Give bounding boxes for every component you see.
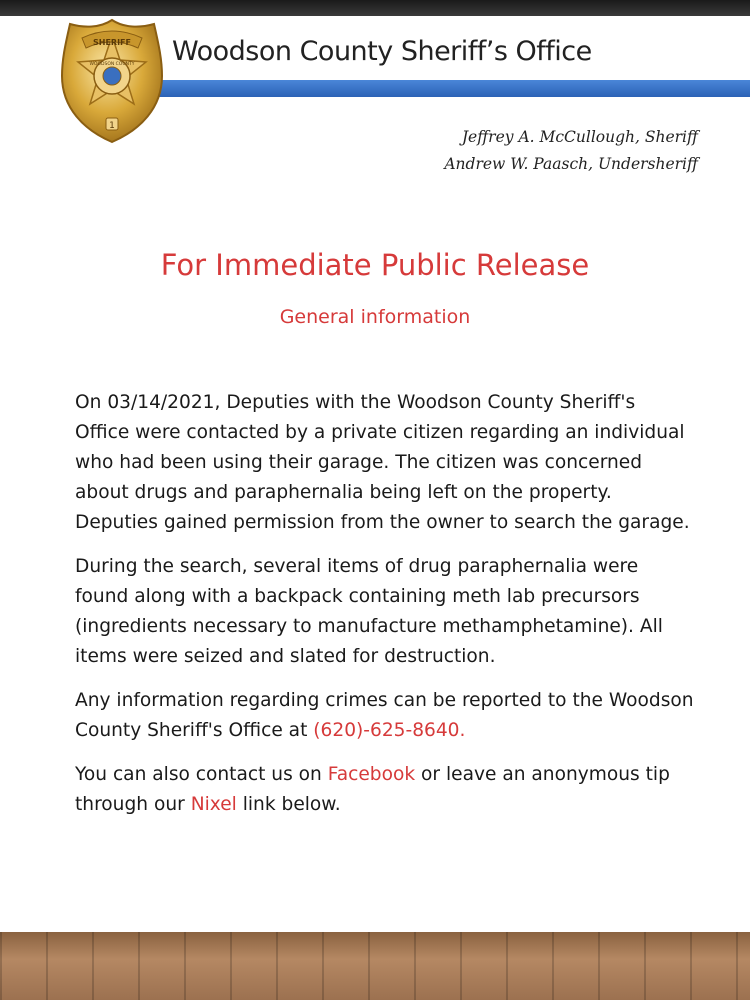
top-frame-bar — [0, 0, 750, 16]
badge-number: 1 — [109, 121, 115, 131]
badge-banner-text: SHERIFF — [93, 38, 131, 47]
nixel-text: Nixel — [190, 794, 237, 815]
badge-ring-text: WOODSON COUNTY — [89, 62, 135, 67]
contact-text-end: link below. — [236, 794, 341, 815]
contact-text-start: You can also contact us on — [75, 764, 328, 785]
facebook-text: Facebook — [327, 764, 416, 785]
phone-number: (620)-625-8640. — [313, 720, 466, 741]
office-title: Woodson County Sheriff’s Office — [172, 36, 592, 67]
undersheriff-name: Andrew W. Paasch, Undersheriff — [444, 155, 698, 173]
paragraph-incident: On 03/14/2021, Deputies with the Woodson County Sheriff's Office were contacted by a private citizen regarding an individual who had been using their garage. The citizen was concerned about drugs and paraphernalia being left on the property. Deputies gained permission from the owner to search the garage. — [75, 392, 690, 533]
release-title: For Immediate Public Release — [160, 248, 590, 282]
report-text: Any information regarding crimes can be reported to the Woodson County Sheriff's Office at — [75, 690, 694, 741]
release-body — [75, 388, 695, 834]
wood-floor-background — [0, 932, 750, 1000]
staff-names — [444, 124, 698, 178]
sheriff-name: Jeffrey A. McCullough, Sheriff — [461, 128, 698, 146]
sheriff-badge-icon — [58, 18, 166, 144]
header-blue-band — [120, 80, 750, 97]
paragraph-report — [75, 686, 695, 746]
paragraph-contact — [75, 760, 695, 820]
contact-text-middle: or leave an anonymous tip through our — [75, 764, 670, 815]
release-subtitle: General information — [279, 306, 471, 328]
paragraph-search: During the search, several items of drug paraphernalia were found along with a backpack containing meth lab precursors (ingredients necessary to manufacture methamphetamine). All items were seized and slated for destruction. — [75, 556, 663, 667]
